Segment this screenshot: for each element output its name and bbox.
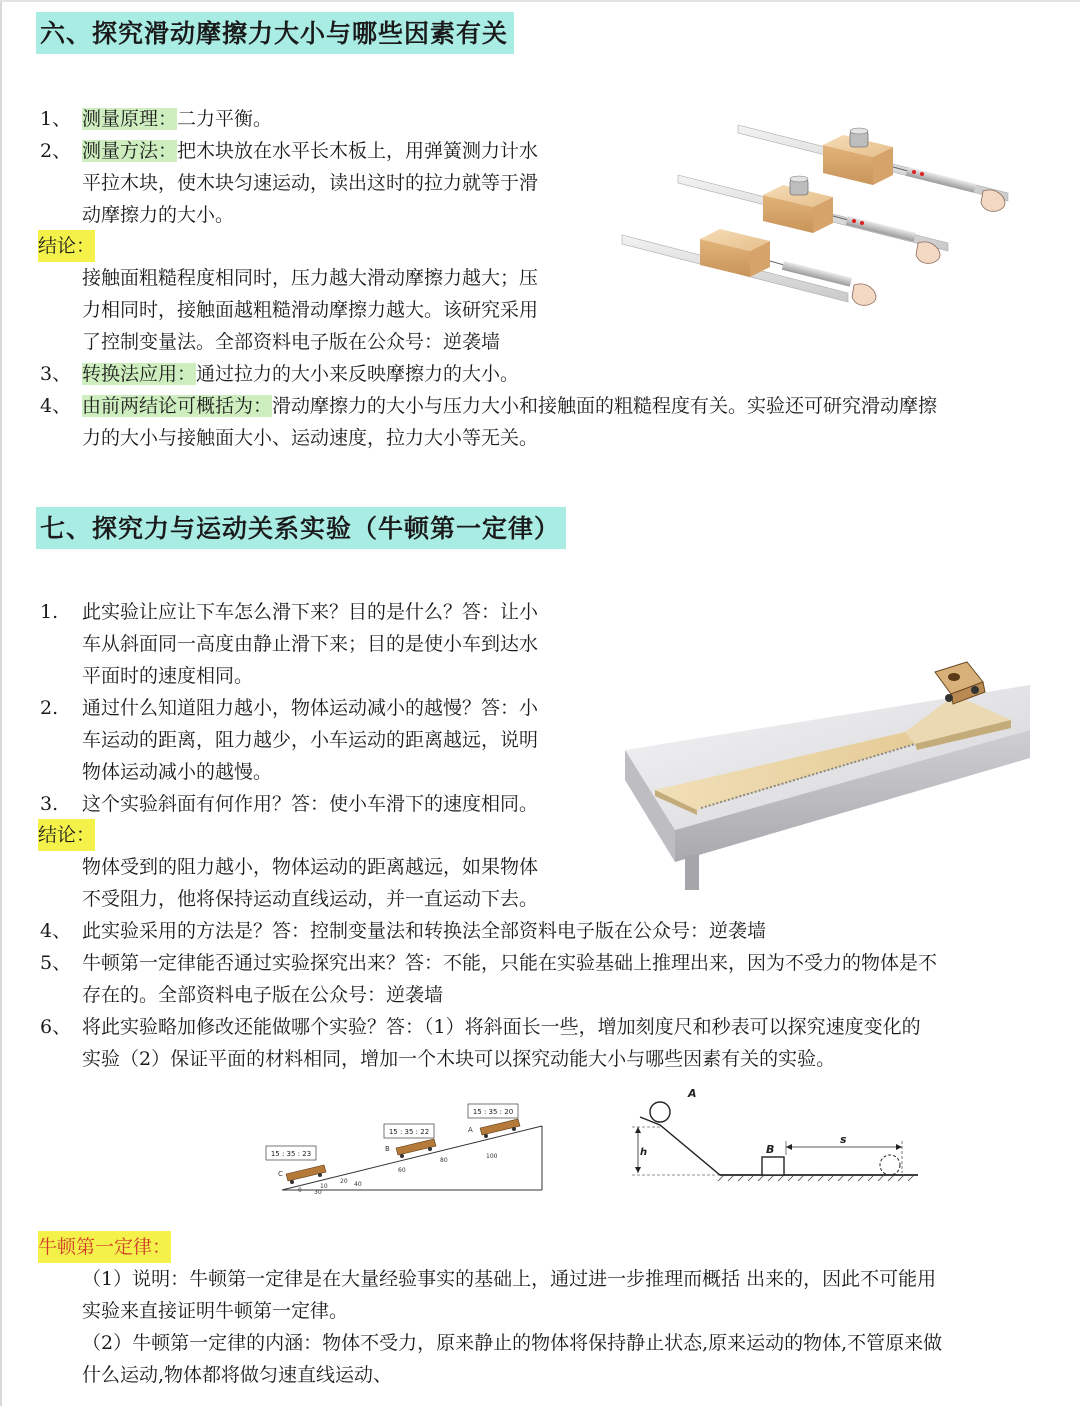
item4-number: 4、 xyxy=(40,395,72,417)
q6-line-1: 将此实验略加修改还能做哪个实验？答：（1）将斜面长一些，增加刻度尺和秒表可以探究速度变化的 xyxy=(82,1016,921,1038)
q2-number: 2. xyxy=(40,697,59,719)
q4-line: 此实验采用的方法是？答：控制变量法和转换法全部资料电子版在公众号：逆袭墙 xyxy=(82,920,767,942)
q2-line-2: 车运动的距离，阻力越少，小车运动的距离越远，说明 xyxy=(82,729,539,751)
friction-experiment-illustration xyxy=(618,105,1043,340)
q2-line-1: 通过什么知道阻力越小，物体运动减小的越慢？答：小 xyxy=(82,697,539,719)
tick-10: 10 xyxy=(320,1183,328,1190)
timer-box-c xyxy=(266,1146,316,1160)
q5-line-2: 存在的。全部资料电子版在公众号：逆袭墙 xyxy=(82,984,444,1006)
incline-timer-diagram xyxy=(262,1098,552,1198)
ball-block-diagram xyxy=(620,1085,920,1190)
item3-text: 通过拉力的大小来反映摩擦力的大小。 xyxy=(196,363,520,385)
timer-c-text: 15 : 35 : 23 xyxy=(270,1150,312,1158)
label-b: B xyxy=(385,1145,390,1153)
wood-block-middle xyxy=(763,176,833,233)
cart-a xyxy=(480,1119,520,1138)
item4-line-2: 力的大小与接触面大小、运动速度，拉力大小等无关。 xyxy=(82,427,539,449)
item4-line-1 xyxy=(82,390,937,422)
cart-b xyxy=(396,1139,436,1158)
label-a: A xyxy=(468,1126,473,1134)
section6-conclusion-line-1: 接触面粗糙程度相同时，压力越大滑动摩擦力越大；压 xyxy=(82,267,539,289)
item4-text-1: 滑动摩擦力的大小与压力大小和接触面的粗糙程度有关。实验还可研究滑动摩擦 xyxy=(272,395,938,417)
q3-number: 3. xyxy=(40,793,59,815)
section6-heading: 六、探究滑动摩擦力大小与哪些因素有关 xyxy=(36,12,514,54)
item3-label: 转换法应用： xyxy=(82,363,197,385)
q1-line-2: 车从斜面同一高度由静止滑下来；目的是使小车到达水 xyxy=(82,633,539,655)
item2-line-3: 动摩擦力的大小。 xyxy=(82,204,235,226)
item1-line xyxy=(82,103,272,135)
timer-box-b xyxy=(384,1124,434,1138)
q1-line-3: 平面时的速度相同。 xyxy=(82,665,254,687)
newton-p2-line-2: 什么运动,物体都将做匀速直线运动、 xyxy=(82,1364,393,1386)
tick-60: 60 xyxy=(398,1167,406,1174)
section6-conclusion-line-2: 力相同时，接触面越粗糙滑动摩擦力越大。该研究采用 xyxy=(82,299,539,321)
newton-p1-line-1: （1）说明：牛顿第一定律是在大量经验事实的基础上，通过进一步推理而概括 出来的，因此不可能用 xyxy=(82,1268,937,1290)
q1-number: 1. xyxy=(40,601,59,623)
q1-line-1: 此实验让应让下车怎么滑下来？目的是什么？答：让小 xyxy=(82,601,539,623)
newton-p2-line-1: （2）牛顿第一定律的内涵：物体不受力，原来静止的物体将保持静止状态,原来运动的物体,不管原来做 xyxy=(82,1332,943,1354)
item3-number: 3、 xyxy=(40,363,72,385)
timer-b-text: 15 : 35 : 22 xyxy=(388,1128,430,1136)
item3-line xyxy=(82,358,519,390)
q3-line: 这个实验斜面有何作用？答：使小车滑下的速度相同。 xyxy=(82,793,539,815)
section7-conclusion-line-2: 不受阻力，他将保持运动直线运动，并一直运动下去。 xyxy=(82,888,539,910)
item1-number: 1、 xyxy=(40,108,72,130)
item4-label: 由前两结论可概括为： xyxy=(82,395,273,417)
item2-number: 2、 xyxy=(40,140,72,162)
item2-line-2: 平拉木块，使木块匀速运动，读出这时的拉力就等于滑 xyxy=(82,172,539,194)
q4-number: 4、 xyxy=(40,920,72,942)
label-b: B xyxy=(766,1143,775,1156)
section7-conclusion-line-1: 物体受到的阻力越小，物体运动的距离越远，如果物体 xyxy=(82,856,539,878)
item2-line-1 xyxy=(82,135,538,167)
item2-label: 测量方法： xyxy=(82,140,178,162)
page-left-border xyxy=(0,0,2,1406)
q6-number: 6、 xyxy=(40,1016,72,1038)
timer-box-a xyxy=(468,1104,518,1118)
newton-p1-line-2: 实验来直接证明牛顿第一定律。 xyxy=(82,1300,349,1322)
tick-40: 40 xyxy=(354,1181,362,1188)
tick-30: 30 xyxy=(314,1189,322,1196)
label-c: C xyxy=(278,1170,283,1178)
label-h: h xyxy=(640,1147,648,1158)
tick-80: 80 xyxy=(440,1157,448,1164)
tick-0: 0 xyxy=(298,1187,302,1194)
item1-label: 测量原理： xyxy=(82,108,178,130)
q5-number: 5、 xyxy=(40,952,72,974)
item2-text-1: 把木块放在水平长木板上，用弹簧测力计水 xyxy=(177,140,539,162)
section7-heading: 七、探究力与运动关系实验（牛顿第一定律） xyxy=(36,507,566,549)
ball-end-position xyxy=(880,1155,900,1175)
wood-block-top xyxy=(823,128,893,185)
tick-20: 20 xyxy=(340,1178,348,1185)
incline-experiment-illustration xyxy=(615,640,1045,895)
timer-a-text: 15 : 35 : 20 xyxy=(472,1108,514,1116)
q6-line-2: 实验（2）保证平面的材料相同，增加一个木块可以探究动能大小与哪些因素有关的实验。 xyxy=(82,1048,836,1070)
newton-law-label: 牛顿第一定律： xyxy=(38,1231,171,1263)
page-top-border xyxy=(0,0,1080,2)
block-b xyxy=(762,1157,784,1175)
q2-line-3: 物体运动减小的越慢。 xyxy=(82,761,273,783)
section7-conclusion-label: 结论： xyxy=(38,819,95,851)
section6-conclusion-label: 结论： xyxy=(38,230,95,262)
ball xyxy=(650,1102,670,1122)
section6-conclusion-line-3: 了控制变量法。全部资料电子版在公众号：逆袭墙 xyxy=(82,331,501,353)
label-s: s xyxy=(840,1133,847,1146)
label-a: A xyxy=(688,1087,697,1100)
tick-100: 100 xyxy=(486,1153,498,1160)
q5-line-1: 牛顿第一定律能否通过实验探究出来？答：不能，只能在实验基础上推理出来，因为不受力的物体是不 xyxy=(82,952,938,974)
wood-block-bottom xyxy=(700,229,770,277)
item1-text: 二力平衡。 xyxy=(177,108,273,130)
